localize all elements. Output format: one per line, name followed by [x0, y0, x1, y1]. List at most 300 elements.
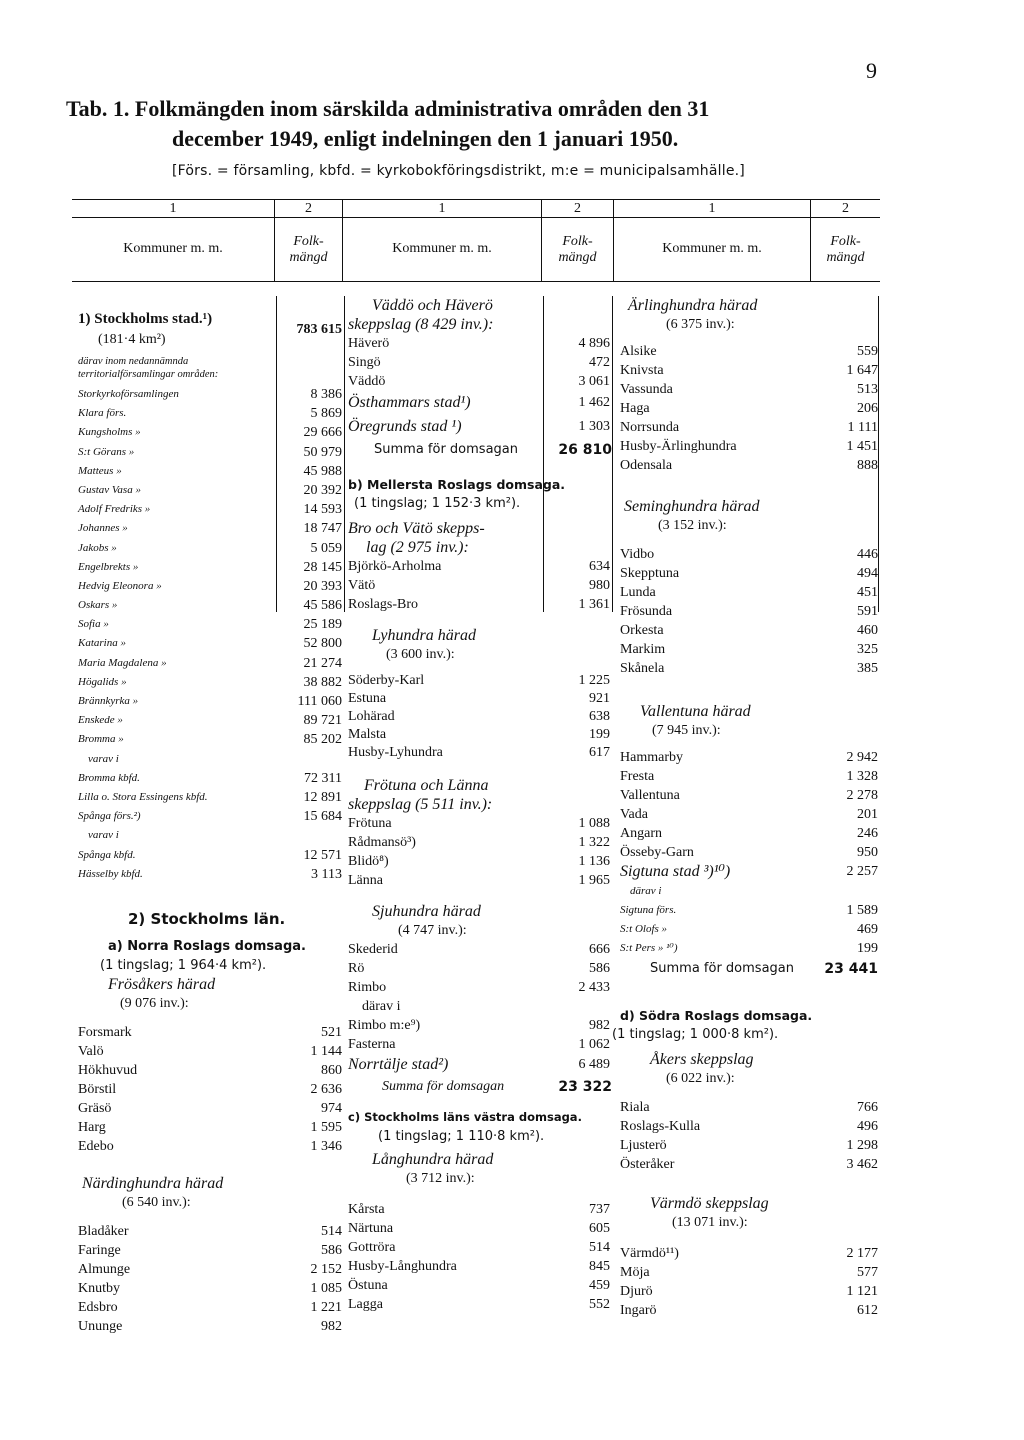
row-value: 460 [857, 623, 878, 638]
table-row [348, 871, 614, 890]
vallentuna-list [620, 748, 884, 862]
row-value: 1 361 [578, 597, 610, 612]
row-label: Orkesta [620, 623, 664, 638]
row-label: därav i [630, 885, 662, 897]
osthammar-label: Östhammars stad¹) [348, 394, 471, 411]
row-value: 21 274 [303, 655, 342, 671]
bro-list [348, 557, 614, 614]
row-value: 860 [321, 1062, 342, 1078]
row-value: 52 800 [303, 636, 342, 652]
table-row [78, 750, 344, 769]
table-row [620, 920, 884, 939]
summa-row-3 [620, 958, 884, 980]
norrtalje-value: 6 489 [578, 1057, 610, 1072]
header-folkmangd-c: Folk- mängd [826, 234, 865, 265]
table-row [620, 901, 884, 920]
norrtalje-label: Norrtälje stad²) [348, 1056, 449, 1073]
row-value: 472 [589, 355, 610, 370]
summa-value-1: 26 810 [558, 442, 612, 458]
table-row [620, 659, 884, 678]
row-value: 2 942 [846, 750, 878, 765]
row-value: 206 [857, 401, 878, 416]
row-value: 1 121 [846, 1284, 878, 1299]
row-label: Närtuna [348, 1221, 394, 1236]
table-row [620, 583, 884, 602]
row-value: 111 060 [297, 694, 342, 709]
row-label: Forsmark [78, 1024, 132, 1040]
summa-row-1 [348, 439, 614, 461]
row-value: 3 061 [578, 374, 610, 389]
frotuna-title-2: skeppslag (5 511 inv.): [348, 796, 493, 813]
vallentuna-inv: (7 945 inv.): [652, 723, 721, 738]
row-value: 20 393 [303, 578, 342, 594]
row-value: 1 085 [310, 1280, 342, 1296]
row-label: Väddö [348, 374, 386, 389]
row-label: Skepptuna [620, 566, 680, 581]
arlinghundra-title: Ärlinghundra härad [628, 297, 758, 314]
row-label: Klara förs. [78, 407, 127, 420]
row-label: Rö [348, 961, 365, 976]
norra-heading: a) Norra Roslags domsaga. [108, 938, 306, 954]
header-num-2c: 2 [842, 201, 849, 216]
page-number: 9 [866, 58, 877, 83]
row-label: Börstil [78, 1081, 117, 1097]
table-row [78, 692, 344, 711]
table-row [78, 481, 344, 500]
table-row [620, 437, 884, 456]
table-row [620, 805, 884, 824]
table-row [348, 353, 614, 372]
sjuhundra-title: Sjuhundra härad [372, 903, 481, 920]
table-row [78, 846, 344, 865]
table-row [78, 462, 344, 481]
table-row [348, 1200, 614, 1219]
frosakers-inv: (9 076 inv.): [120, 995, 189, 1011]
header-folkmangd-a: Folk- mängd [289, 234, 328, 265]
stockholm-stad-label: 1) Stockholms stad.¹) [78, 311, 213, 327]
row-value: 2 152 [310, 1261, 342, 1277]
row-label: Husby-Lyhundra [348, 745, 443, 760]
row-value: 20 392 [303, 482, 342, 498]
table-row [78, 788, 344, 807]
row-value: 14 593 [303, 502, 342, 518]
row-label: därav i [362, 999, 401, 1014]
row-value: 514 [321, 1223, 342, 1239]
vallentuna-title: Vallentuna härad [640, 703, 751, 720]
row-value: 50 979 [303, 444, 342, 460]
row-label: Hedvig Eleonora » [78, 579, 162, 592]
nardinghundra-title: Närdinghundra härad [82, 1174, 224, 1192]
table-row [78, 1042, 344, 1061]
table-row [620, 380, 884, 399]
row-label: Husby-Långhundra [348, 1259, 457, 1274]
row-label: Bromma kbfd. [78, 771, 140, 784]
langhundra-title: Långhundra härad [372, 1151, 494, 1168]
stockholm-area-row [78, 330, 344, 349]
osthammar-row [348, 391, 614, 415]
row-value: 577 [857, 1265, 878, 1280]
row-label: Sigtuna förs. [620, 904, 677, 916]
varmdo-list [620, 1244, 884, 1320]
row-label: Knivsta [620, 363, 664, 378]
akers-list [620, 1098, 884, 1174]
table-row [620, 1301, 884, 1320]
row-value: 246 [857, 826, 878, 841]
row-label: Engelbrekts » [78, 560, 139, 573]
mellersta-sub: (1 tingslag; 1 152·3 km²). [354, 496, 521, 511]
stockholm-stad-row [78, 310, 344, 337]
row-value: 1 346 [310, 1138, 342, 1154]
mellersta-heading: b) Mellersta Roslags domsaga. [348, 477, 566, 492]
table-row [348, 372, 614, 391]
table-row [620, 882, 884, 901]
column-1 [78, 296, 344, 1336]
nardinghundra-inv: (6 540 inv.): [122, 1194, 191, 1210]
table-row [620, 545, 884, 564]
table-row [620, 621, 884, 640]
row-label: Vassunda [620, 382, 673, 397]
row-label: Össeby-Garn [620, 845, 694, 860]
row-label: Estuna [348, 691, 387, 706]
row-value: 12 571 [303, 847, 342, 863]
row-label: Gottröra [348, 1240, 396, 1255]
table-row [620, 418, 884, 437]
row-value: 1 595 [310, 1119, 342, 1135]
row-label: Markim [620, 642, 666, 657]
row-value: 201 [857, 807, 878, 822]
row-label: Singö [348, 355, 381, 370]
row-label: Östuna [348, 1278, 388, 1293]
row-label: Matteus » [78, 464, 122, 477]
table-row [620, 786, 884, 805]
row-value: 8 386 [310, 387, 342, 402]
row-value: 25 189 [303, 617, 342, 633]
row-label: Värmdö¹¹) [620, 1246, 679, 1261]
row-value: 2 177 [846, 1246, 878, 1261]
table-row [620, 564, 884, 583]
row-value: 612 [857, 1303, 878, 1318]
row-label: Faringe [78, 1242, 121, 1258]
row-value: 1 298 [846, 1138, 878, 1153]
seminghundra-inv: (3 152 inv.): [658, 518, 727, 533]
table-row [620, 602, 884, 621]
table-row [348, 690, 614, 708]
table-row [620, 1155, 884, 1174]
row-label: Spånga förs.²) [78, 810, 141, 823]
row-value: 982 [589, 1018, 610, 1033]
table-row [620, 1244, 884, 1263]
table-row [620, 1117, 884, 1136]
row-value: 1 225 [578, 673, 610, 688]
row-value: 385 [857, 661, 878, 676]
vaddo-list [348, 334, 614, 391]
table-row [348, 997, 614, 1016]
row-label: Skånela [620, 661, 665, 676]
table-row [348, 978, 614, 997]
table-row [78, 404, 344, 423]
table-row [78, 807, 344, 826]
row-value: 974 [321, 1100, 342, 1116]
row-value: 4 896 [578, 336, 610, 351]
sodra-heading: d) Södra Roslags domsaga. [620, 1008, 813, 1023]
row-value: 605 [589, 1221, 610, 1236]
row-label: Hökhuvud [78, 1062, 138, 1078]
arlinghundra-list [620, 342, 884, 475]
varmdo-inv: (13 071 inv.): [672, 1215, 748, 1230]
row-value: 1 451 [846, 439, 878, 454]
row-value: 1 589 [846, 903, 878, 918]
row-value: 1 088 [578, 816, 610, 831]
row-label: Björkö-Arholma [348, 559, 442, 574]
row-label: Frösunda [620, 604, 673, 619]
row-value: 950 [857, 845, 878, 860]
table-row [78, 423, 344, 442]
table-row [78, 711, 344, 730]
table-row [78, 634, 344, 653]
table-row [620, 767, 884, 786]
row-value: 45 586 [303, 598, 342, 614]
row-value: 2 636 [310, 1081, 342, 1097]
table-row [78, 1260, 344, 1279]
row-value: 325 [857, 642, 878, 657]
row-label: Knutby [78, 1280, 120, 1296]
oregrund-value: 1 303 [578, 419, 610, 434]
table-row [78, 1317, 344, 1336]
row-value: 2 433 [578, 980, 610, 995]
table-row [348, 1295, 614, 1314]
row-label: Blidö⁸) [348, 854, 389, 869]
langhundra-list [348, 1200, 614, 1314]
sigtuna-list [620, 882, 884, 958]
parish-list [78, 385, 344, 884]
row-label: Haga [620, 401, 650, 416]
table-title [66, 94, 886, 154]
arlinghundra-inv: (6 375 inv.): [666, 317, 735, 332]
row-label: Almunge [78, 1261, 131, 1277]
table-row [78, 1241, 344, 1260]
row-label: Sofia » [78, 618, 109, 631]
langhundra-inv: (3 712 inv.): [406, 1171, 475, 1186]
row-value: 521 [321, 1024, 342, 1040]
nardinghundra-list [78, 1222, 344, 1336]
row-value: 586 [589, 961, 610, 976]
row-value: 1 647 [846, 363, 878, 378]
row-value: 12 891 [303, 789, 342, 805]
row-label: Bromma » [78, 733, 124, 746]
row-value: 1 144 [310, 1043, 342, 1059]
sigtuna-value: 2 257 [846, 864, 878, 879]
header-top-rule [72, 199, 880, 200]
table-row [620, 1136, 884, 1155]
column-3 [612, 296, 884, 1320]
row-value: 5 059 [310, 540, 342, 556]
seminghundra-list [620, 545, 884, 678]
row-value: 591 [857, 604, 878, 619]
row-value: 494 [857, 566, 878, 581]
row-label: Adolf Fredriks » [78, 503, 151, 516]
row-label: Lohärad [348, 709, 395, 724]
row-label: Edsbro [78, 1299, 118, 1315]
bro-title-2: lag (2 975 inv.): [366, 539, 469, 556]
table-row [78, 558, 344, 577]
varmdo-title: Värmdö skeppslag [650, 1195, 769, 1212]
row-value: 638 [589, 709, 610, 724]
row-label: Husby-Ärlinghundra [620, 439, 737, 454]
table-row [78, 1061, 344, 1080]
row-label: Österåker [620, 1157, 675, 1172]
frosakers-list [78, 1023, 344, 1156]
row-label: Vallentuna [620, 788, 680, 803]
table-row [348, 959, 614, 978]
row-label: Brännkyrka » [78, 695, 139, 707]
vastra-heading: c) Stockholms läns västra domsaga. [348, 1110, 582, 1124]
row-label: Frötuna [348, 816, 392, 831]
row-label: Bladåker [78, 1223, 129, 1239]
lyhundra-list [348, 672, 614, 762]
row-label: Johannes » [78, 522, 128, 535]
header-number-rule [72, 217, 880, 218]
summa-label-2: Summa för domsagan [382, 1079, 505, 1094]
row-value: 496 [857, 1119, 878, 1134]
lyhundra-title: Lyhundra härad [372, 627, 476, 644]
row-value: 617 [589, 745, 610, 760]
row-value: 1 062 [578, 1037, 610, 1052]
row-label: Länna [348, 873, 383, 888]
table-row [348, 852, 614, 871]
row-label: Vada [620, 807, 648, 822]
row-value: 980 [589, 578, 610, 593]
row-value: 28 145 [303, 559, 342, 575]
header-kommuner-b: Kommuner m. m. [392, 241, 492, 256]
header-num-2b: 2 [574, 201, 581, 216]
row-label: Skederid [348, 942, 398, 957]
table-row [620, 1098, 884, 1117]
table-row [348, 595, 614, 614]
row-value: 634 [589, 559, 610, 574]
table-row [348, 1257, 614, 1276]
row-value: 3 462 [846, 1157, 878, 1172]
row-value: 451 [857, 585, 878, 600]
vaddo-title: Väddö och Häverö [372, 297, 493, 314]
table-row [348, 1238, 614, 1257]
akers-inv: (6 022 inv.): [666, 1071, 735, 1086]
row-label: Ingarö [620, 1303, 657, 1318]
row-label: Fasterna [348, 1037, 396, 1052]
row-value: 1 965 [578, 873, 610, 888]
table-row [78, 673, 344, 692]
header-num-2a: 2 [305, 201, 312, 216]
table-row [78, 577, 344, 596]
seminghundra-title: Seminghundra härad [624, 498, 760, 515]
table-row [620, 1263, 884, 1282]
row-value: 85 202 [303, 732, 342, 748]
table-row [78, 500, 344, 519]
row-label: Storkyrkoförsamlingen [78, 388, 179, 400]
row-label: Ljusterö [620, 1138, 667, 1153]
row-label: Roslags-Kulla [620, 1119, 701, 1134]
row-value: 29 666 [303, 425, 342, 441]
row-value: 1 111 [847, 420, 878, 435]
row-label: Lilla o. Stora Essingens kbfd. [78, 790, 208, 803]
row-label: Norrsunda [620, 420, 680, 435]
table-row [78, 1118, 344, 1137]
row-label: Roslags-Bro [348, 597, 418, 612]
row-value: 1 136 [578, 854, 610, 869]
row-label: Angarn [620, 826, 662, 841]
row-value: 1 322 [578, 835, 610, 850]
row-label: Edebo [78, 1138, 114, 1154]
table-row [348, 557, 614, 576]
table-row [78, 443, 344, 462]
table-row [78, 1080, 344, 1099]
table-subtitle: [Förs. = församling, kbfd. = kyrkobokföringsdistrikt, m:e = municipalsamhälle.] [172, 163, 745, 179]
table-row [620, 748, 884, 767]
row-label: Rimbo [348, 980, 387, 995]
row-label: Gustav Vasa » [78, 483, 141, 496]
table-row [78, 519, 344, 538]
row-label: Malsta [348, 727, 387, 742]
title-line-2: december 1949, enligt indelningen den 1 januari 1950. [172, 126, 679, 151]
row-value: 72 311 [304, 770, 342, 786]
oregrund-label: Öregrunds stad ¹) [348, 418, 462, 435]
row-value: 199 [857, 941, 878, 956]
row-label: S:t Görans » [78, 445, 135, 458]
table-row [78, 596, 344, 615]
table-row [78, 539, 344, 558]
row-value: 766 [857, 1100, 878, 1115]
row-label: Möja [620, 1265, 650, 1280]
column-2 [348, 296, 614, 1314]
row-label: Maria Magdalena » [78, 656, 167, 669]
row-label: Ununge [78, 1318, 123, 1334]
stockholm-area: (181·4 km²) [98, 332, 166, 347]
table-row [78, 1137, 344, 1156]
table-row [348, 1219, 614, 1238]
row-label: Alsike [620, 344, 657, 359]
row-label: Valö [78, 1043, 104, 1059]
row-label: Enskede » [78, 714, 123, 727]
vastra-sub: (1 tingslag; 1 110·8 km²). [378, 1129, 545, 1144]
row-label: Häverö [348, 336, 390, 351]
akers-title: Åkers skeppslag [650, 1051, 754, 1068]
table-row [620, 456, 884, 475]
row-value: 199 [589, 727, 610, 742]
row-label: Lagga [348, 1297, 383, 1312]
table-row [620, 399, 884, 418]
row-value: 469 [857, 922, 878, 937]
table-row [348, 814, 614, 833]
row-label: Fresta [620, 769, 655, 784]
row-value: 459 [589, 1278, 610, 1293]
row-value: 845 [589, 1259, 610, 1274]
row-value: 559 [857, 344, 878, 359]
row-label: Vidbo [620, 547, 655, 562]
row-value: 982 [321, 1318, 342, 1334]
table-row [348, 940, 614, 959]
row-value: 1 328 [846, 769, 878, 784]
sigtuna-row [620, 862, 884, 882]
row-value: 513 [857, 382, 878, 397]
row-label: Lunda [620, 585, 656, 600]
row-value: 888 [857, 458, 878, 473]
table-row [620, 342, 884, 361]
row-label: Vätö [348, 578, 376, 593]
table-row [348, 1276, 614, 1295]
row-value: 38 882 [303, 674, 342, 690]
lyhundra-inv: (3 600 inv.): [386, 647, 455, 662]
row-value: 921 [589, 691, 610, 706]
table-row [348, 708, 614, 726]
